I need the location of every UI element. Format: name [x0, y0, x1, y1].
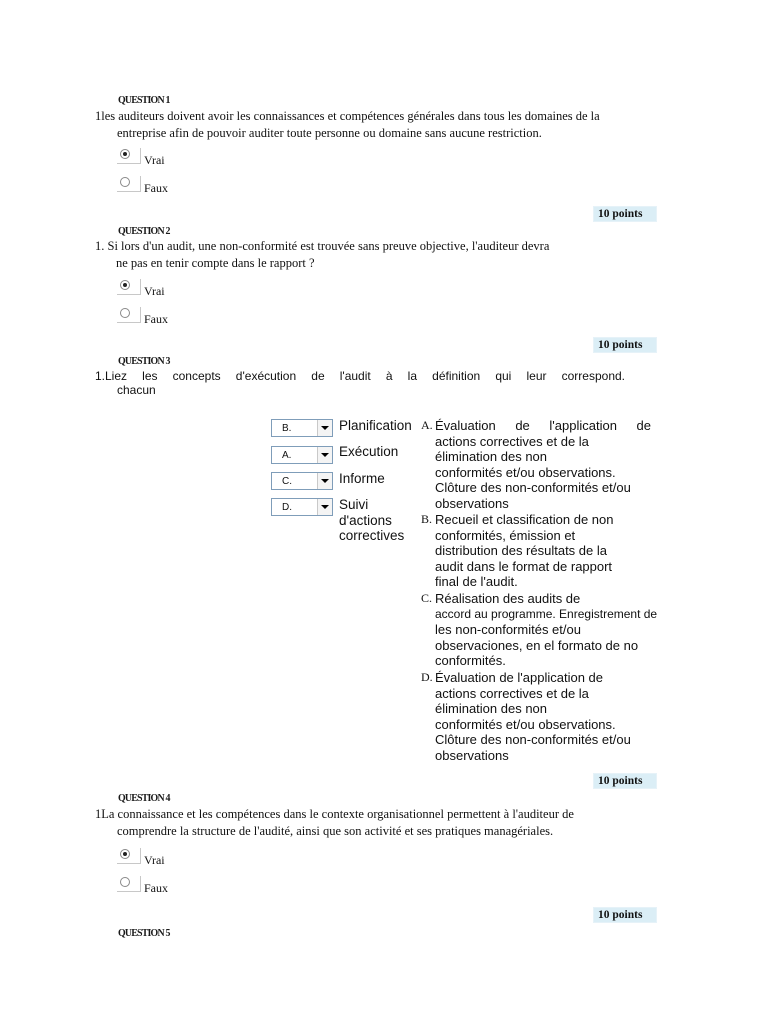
- question-4-text: [95, 806, 574, 840]
- q4-option-vrai-label: Vrai: [144, 853, 165, 867]
- chevron-down-icon[interactable]: [317, 420, 332, 436]
- q3-definition-c: C. Réalisation des audits de accord au programme. Enregistrement de les non-conformités et/ou observaciones, en el formato de no conformités.: [421, 591, 658, 668]
- q2-option-vrai[interactable]: [117, 279, 165, 299]
- question-5-heading: QUESTION 5: [118, 927, 170, 939]
- chevron-down-icon[interactable]: [317, 473, 332, 489]
- q4-option-faux-label: Faux: [144, 881, 168, 895]
- q3-match-select-execution[interactable]: A.: [271, 446, 333, 464]
- q4-option-faux[interactable]: [117, 876, 168, 896]
- q1-option-faux[interactable]: [117, 176, 168, 196]
- q3-match-select-suivi[interactable]: D.: [271, 498, 333, 516]
- radio-unselected-icon[interactable]: [120, 177, 130, 187]
- radio-selected-icon[interactable]: [120, 280, 130, 290]
- question-3-heading: QUESTION 3: [118, 355, 170, 367]
- q3-definition-b: B. Recueil et classification de non conformités, émission et distribution des résultats de la audit dans le format de rapport final de l'audit.: [421, 512, 614, 589]
- q2-option-faux-label: Faux: [144, 312, 168, 326]
- question-4-line-1: 1La connaissance et les compétences dans le contexte organisationnel permettent à l'auditeur de: [95, 807, 574, 821]
- chevron-down-icon[interactable]: [317, 447, 332, 463]
- q1-points-badge: 10 points: [593, 206, 657, 222]
- question-1-line-1: 1les auditeurs doivent avoir les connaissances et compétences générales dans tous les domaines de la: [95, 109, 600, 123]
- q2-option-faux[interactable]: [117, 307, 168, 327]
- q1-option-faux-label: Faux: [144, 181, 168, 195]
- question-1-heading: QUESTION 1: [118, 94, 170, 106]
- question-3-line-1: 1.Liez les concepts d'exécution de l'audit à la définition qui leur correspond.: [95, 369, 625, 383]
- q2-option-vrai-label: Vrai: [144, 284, 165, 298]
- question-1-line-2: entreprise afin de pouvoir auditer toute personne ou domaine sans aucune restriction.: [117, 126, 542, 140]
- radio-selected-icon[interactable]: [120, 149, 130, 159]
- q3-concept-planification: Planification: [339, 418, 412, 433]
- q1-option-vrai[interactable]: [117, 148, 165, 168]
- radio-selected-icon[interactable]: [120, 849, 130, 859]
- definition-marker: B.: [421, 512, 433, 526]
- definition-marker: D.: [421, 670, 433, 684]
- q3-concept-suivi: Suivi d'actions correctives: [339, 497, 405, 543]
- q3-match-select-planification[interactable]: B.: [271, 419, 333, 437]
- question-3-line-2: chacun: [117, 383, 156, 397]
- question-4-line-2: comprendre la structure de l'audité, ainsi que son activité et ses pratiques managériales.: [117, 824, 554, 838]
- chevron-down-icon[interactable]: [317, 499, 332, 515]
- definition-marker: C.: [421, 591, 433, 605]
- q2-points-badge: 10 points: [593, 337, 657, 353]
- q3-concept-informe: Informe: [339, 471, 385, 486]
- q3-points-badge: 10 points: [593, 773, 657, 789]
- question-2-line-2: ne pas en tenir compte dans le rapport ?: [116, 256, 315, 270]
- q3-match-select-informe[interactable]: C.: [271, 472, 333, 490]
- question-1-text: [95, 108, 600, 142]
- question-2-text: [95, 238, 549, 272]
- question-2-line-1: 1. Si lors d'un audit, une non-conformité est trouvée sans preuve objective, l'auditeur devra: [95, 239, 550, 253]
- question-2-heading: QUESTION 2: [118, 225, 170, 237]
- question-3-text: [95, 369, 625, 397]
- q1-option-vrai-label: Vrai: [144, 153, 165, 167]
- q3-definition-d: D. Évaluation de l'application de actions correctives et de la élimination des non conformités et/ou observations. Clôture des non-conformités et/ou observations: [421, 670, 631, 763]
- q4-option-vrai[interactable]: [117, 848, 165, 868]
- q3-definition-a: A. Évaluation de l'application de actions correctives et de la élimination des non conformités et/ou observations. Clôture des non-conformités et/ou observations: [421, 418, 651, 511]
- question-4-heading: QUESTION 4: [118, 792, 170, 804]
- radio-unselected-icon[interactable]: [120, 877, 130, 887]
- definition-marker: A.: [421, 418, 433, 432]
- q3-concept-execution: Exécution: [339, 444, 399, 459]
- q4-points-badge: 10 points: [593, 907, 657, 923]
- radio-unselected-icon[interactable]: [120, 308, 130, 318]
